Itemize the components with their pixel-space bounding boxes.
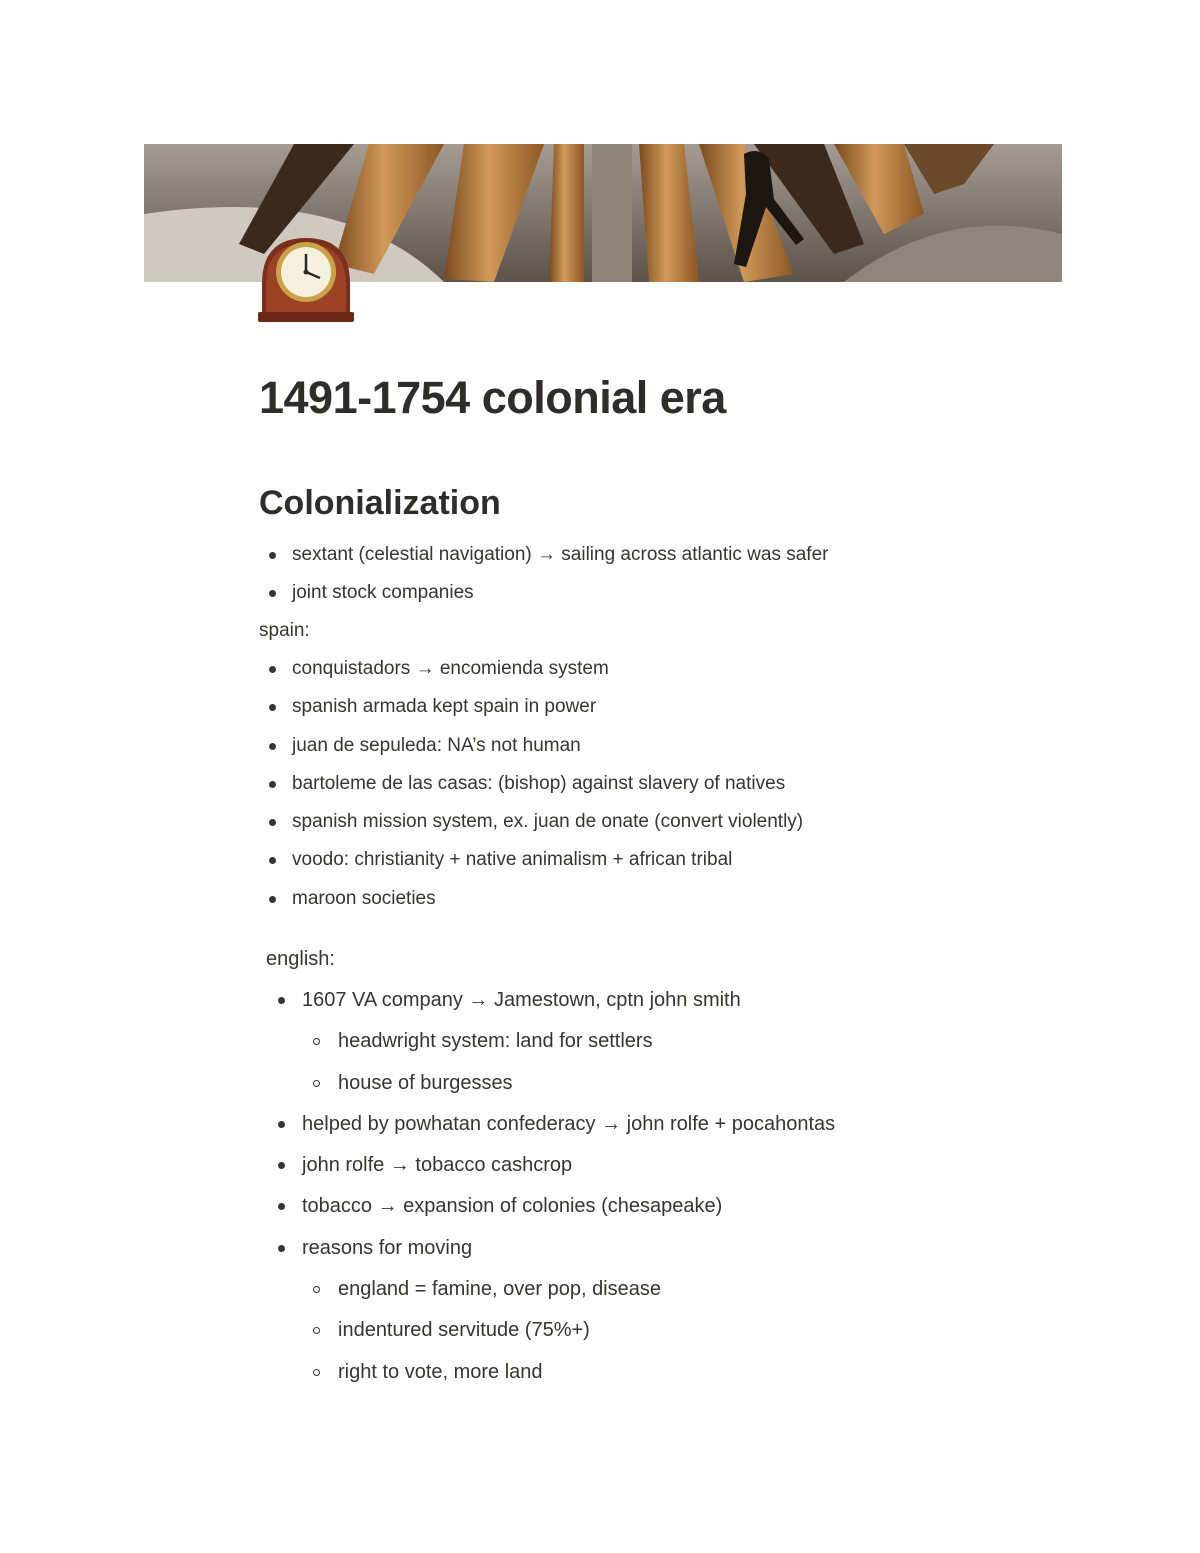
sub-list [302, 1021, 835, 1104]
list-item: maroon societies [259, 880, 803, 918]
english-label: english: [266, 948, 335, 970]
list-item: spanish armada kept spain in power [259, 688, 803, 726]
spain-list [259, 650, 803, 918]
list-item-text: reasons for moving [302, 1236, 473, 1259]
section-heading: Colonialization [259, 484, 501, 522]
list-item: sextant (celestial navigation) → sailing across atlantic was safer [259, 536, 828, 574]
list-item: juan de sepuleda: NA’s not human [259, 727, 803, 765]
list-item-text: 1607 VA company → Jamestown, cptn john smith [302, 989, 741, 1011]
list-item-text: helped by powhatan confederacy → john rolfe + pocahontas [302, 1112, 836, 1135]
page-title: 1491-1754 colonial era [259, 372, 726, 423]
list-item: bartoleme de las casas: (bishop) against slavery of natives [259, 765, 803, 803]
sub-list-item: england = famine, over pop, disease [302, 1269, 835, 1310]
sub-list-item: right to vote, more land [302, 1352, 835, 1393]
intro-list [259, 536, 828, 613]
list-item: voodo: christianity + native animalism + african tribal [259, 841, 803, 879]
list-item [266, 1145, 835, 1186]
list-item-text: john rolfe → tobacco cashcrop [302, 1154, 573, 1177]
list-item: joint stock companies [259, 574, 828, 612]
list-item [266, 1228, 835, 1393]
sub-list [302, 1269, 835, 1393]
list-item [266, 1104, 835, 1145]
list-item-text: tobacco → expansion of colonies (chesapeake) [302, 1195, 723, 1218]
list-item [266, 1186, 835, 1227]
spain-label: spain: [259, 620, 310, 641]
sub-list-item: headwright system: land for settlers [302, 1021, 835, 1062]
list-item: spanish mission system, ex. juan de onate (convert violently) [259, 803, 803, 841]
mantelpiece-clock-icon[interactable] [256, 232, 356, 324]
list-item [266, 980, 835, 1104]
sub-list-item: house of burgesses [302, 1063, 835, 1104]
list-item: conquistadors → encomienda system [259, 650, 803, 688]
sub-list-item: indentured servitude (75%+) [302, 1310, 835, 1351]
english-list [266, 980, 835, 1393]
